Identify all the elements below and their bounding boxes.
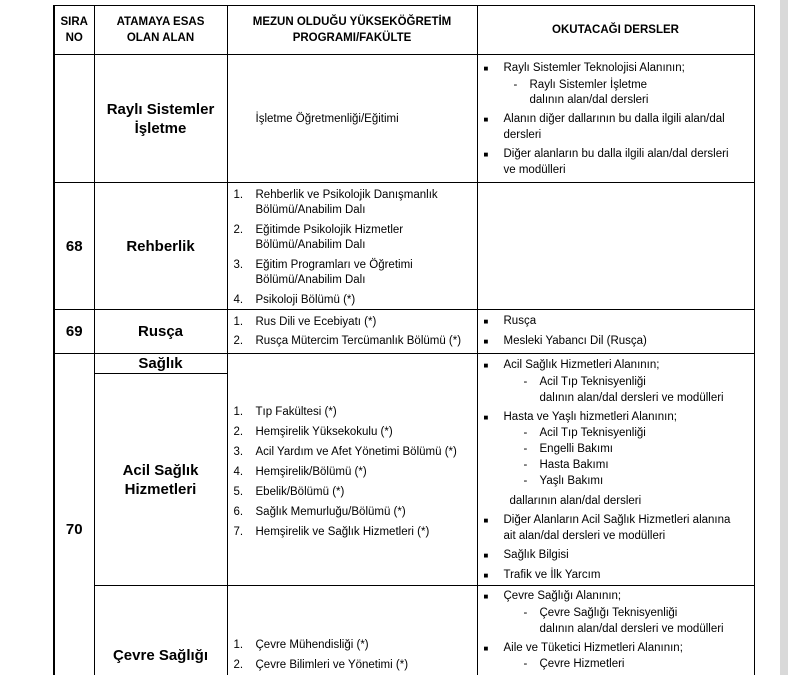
course-text: Rusça bbox=[503, 315, 537, 327]
item-number: 1. bbox=[233, 315, 244, 328]
bullet-icon: ■ bbox=[483, 64, 489, 73]
dash-icon: - bbox=[523, 606, 528, 619]
item-number: 6. bbox=[233, 506, 244, 518]
item-number: 3. bbox=[233, 259, 244, 271]
dash-icon: - bbox=[523, 375, 528, 388]
program-text: Psikoloji Bölümü (*) bbox=[255, 294, 356, 306]
header-field-line2: OLAN ALAN bbox=[126, 32, 195, 44]
dash-icon: - bbox=[523, 459, 528, 471]
header-no-text: NO bbox=[65, 32, 83, 44]
course-text: Diğer alanların bu dalla ilgili alan/dal dersleri bbox=[503, 148, 729, 160]
program-item bbox=[234, 525, 473, 540]
program-cell-rayli bbox=[227, 55, 477, 183]
course-text: Alanın diğer dallarının bu dalla ilgili alan/dal bbox=[503, 113, 725, 125]
courses-cell-rehberlik-empty bbox=[477, 183, 754, 310]
item-number: 2. bbox=[233, 426, 244, 438]
row-number-empty bbox=[54, 55, 94, 183]
bullet-icon: ■ bbox=[483, 551, 489, 560]
course-subitem: Engelli Bakımı bbox=[539, 443, 614, 455]
program-item bbox=[234, 465, 473, 480]
program-cell-cevre bbox=[227, 586, 477, 675]
course-subitem: Raylı Sistemler İşletme bbox=[529, 78, 648, 91]
course-subitem: Çevre Sağlığı Teknisyenliği bbox=[539, 606, 678, 619]
header-courses bbox=[477, 6, 754, 55]
field-cell-rayli bbox=[94, 55, 227, 183]
course-item bbox=[484, 147, 750, 178]
header-courses-text: OKUTACAĞI DERSLER bbox=[552, 24, 679, 36]
bullet-icon: ■ bbox=[483, 643, 489, 653]
header-field-line1: ATAMAYA ESAS bbox=[116, 16, 205, 28]
course-title: Aile ve Tüketici Hizmetleri Alanının; bbox=[503, 641, 683, 654]
program-text: Hemşirelik/Bölümü (*) bbox=[255, 466, 367, 478]
program-item bbox=[234, 425, 473, 440]
dash-icon: - bbox=[523, 427, 528, 439]
course-subitem: Çevre Hizmetleri bbox=[539, 658, 625, 670]
header-sira-text: SIRA bbox=[60, 16, 88, 28]
course-text: ait alan/dal dersleri ve modülleri bbox=[503, 529, 666, 542]
course-subitem: Acil Tıp Teknisyenliği bbox=[539, 427, 646, 439]
item-number: 1. bbox=[233, 639, 244, 651]
viewer-scrollbar-track[interactable] bbox=[780, 0, 788, 675]
field-acil-line2: Hizmetleri bbox=[124, 480, 197, 498]
field-rayli-line2: İşletme bbox=[134, 119, 187, 137]
header-field bbox=[94, 6, 227, 55]
program-item bbox=[234, 505, 473, 520]
item-number: 2. bbox=[233, 334, 244, 347]
bullet-icon: ■ bbox=[483, 570, 489, 580]
table-row-70-cevre bbox=[54, 586, 754, 675]
row-number-69: 69 bbox=[54, 310, 94, 354]
field-cell-rehberlik: Rehberlik bbox=[94, 183, 227, 310]
course-subitem: Yaşlı Bakımı bbox=[539, 475, 604, 487]
course-title: Raylı Sistemler Teknolojisi Alanının; bbox=[503, 62, 685, 74]
program-text: Eğitim Programları ve Öğretimi bbox=[255, 259, 413, 271]
program-item bbox=[234, 258, 473, 288]
program-item bbox=[234, 485, 473, 500]
field-cell-acil bbox=[94, 374, 227, 586]
assignment-table bbox=[53, 5, 755, 675]
table-row-68 bbox=[54, 183, 754, 310]
program-cell-rehberlik bbox=[227, 183, 477, 310]
program-text: Sağlık Memurluğu/Bölümü (*) bbox=[255, 506, 406, 518]
field-cell-rusca: Rusça bbox=[94, 310, 227, 354]
program-item bbox=[234, 293, 473, 308]
course-text: Sağlık Bilgisi bbox=[503, 549, 569, 561]
table-row-69 bbox=[54, 310, 754, 354]
bullet-icon: ■ bbox=[483, 336, 489, 346]
program-text: Çevre Bilimleri ve Yönetimi (*) bbox=[255, 659, 409, 671]
program-text: Tıp Fakültesi (*) bbox=[255, 406, 337, 418]
program-cell-acil bbox=[227, 354, 477, 586]
program-item bbox=[234, 405, 473, 420]
item-number: 4. bbox=[233, 466, 244, 478]
course-subitem: Hasta Bakımı bbox=[539, 459, 609, 471]
course-item bbox=[484, 513, 750, 544]
program-item bbox=[234, 315, 473, 330]
table-row-70-group bbox=[54, 354, 754, 374]
course-item bbox=[484, 410, 750, 510]
course-continuation: dalının alan/dal dersleri ve modülleri bbox=[539, 622, 724, 635]
field-rayli-line1: Raylı Sistemler bbox=[106, 100, 215, 118]
courses-cell-rayli bbox=[477, 55, 754, 183]
course-item bbox=[484, 641, 750, 673]
course-title: Acil Sağlık Hizmetleri Alanının; bbox=[503, 359, 660, 371]
program-text: Rehberlik ve Psikolojik Danışmanlık bbox=[255, 189, 438, 201]
program-item bbox=[234, 334, 473, 349]
course-text: ve modülleri bbox=[503, 163, 566, 176]
program-item bbox=[234, 188, 473, 218]
course-subitem: Acil Tıp Teknisyenliği bbox=[539, 375, 646, 388]
bullet-icon: ■ bbox=[483, 412, 489, 422]
program-item bbox=[234, 658, 473, 673]
bullet-icon: ■ bbox=[483, 361, 489, 370]
bullet-icon: ■ bbox=[483, 115, 489, 124]
program-rayli: İşletme Öğretmenliği/Eğitimi bbox=[255, 112, 399, 125]
course-text: Trafik ve İlk Yarcım bbox=[503, 568, 601, 581]
field-cell-cevre: Çevre Sağlığı bbox=[94, 586, 227, 675]
courses-cell-rusca bbox=[477, 310, 754, 354]
bullet-icon: ■ bbox=[483, 592, 489, 601]
item-number: 2. bbox=[233, 224, 244, 236]
program-text: Hemşirelik Yüksekokulu (*) bbox=[255, 426, 393, 438]
program-item bbox=[234, 445, 473, 460]
item-number: 1. bbox=[233, 189, 244, 201]
table-row-rayli bbox=[54, 55, 754, 183]
program-text: Bölümü/Anabilim Dalı bbox=[255, 204, 366, 216]
course-text: Diğer Alanların Acil Sağlık Hizmetleri alanına bbox=[503, 514, 731, 526]
course-continuation: dalının alan/dal dersleri bbox=[529, 93, 649, 106]
program-text: Bölümü/Anabilim Dalı bbox=[255, 239, 366, 251]
row-number-68: 68 bbox=[54, 183, 94, 310]
table-header-row bbox=[54, 6, 754, 55]
course-continuation: dalının alan/dal dersleri ve modülleri bbox=[539, 391, 724, 404]
row-number-70: 70 bbox=[54, 354, 94, 675]
header-sira-no bbox=[54, 6, 94, 55]
field-acil-line1: Acil Sağlık bbox=[122, 461, 199, 479]
header-program bbox=[227, 6, 477, 55]
group-cell-saglik: Sağlık bbox=[94, 354, 227, 374]
dash-icon: - bbox=[523, 475, 528, 487]
item-number: 1. bbox=[233, 406, 244, 418]
course-item bbox=[484, 358, 750, 406]
item-number: 3. bbox=[233, 446, 244, 458]
program-text: Ebelik/Bölümü (*) bbox=[255, 486, 345, 498]
course-text: Mesleki Yabancı Dil (Rusça) bbox=[503, 334, 647, 347]
program-item bbox=[234, 223, 473, 253]
dash-icon: - bbox=[523, 443, 528, 455]
course-item bbox=[484, 112, 750, 143]
course-item bbox=[484, 61, 750, 108]
course-title: Hasta ve Yaşlı hizmetleri Alanının; bbox=[503, 410, 677, 423]
item-number: 4. bbox=[233, 294, 244, 306]
item-number: 7. bbox=[233, 526, 244, 538]
course-continuation: dallarının alan/dal dersleri bbox=[509, 495, 642, 507]
bullet-icon: ■ bbox=[483, 516, 489, 525]
program-text: Rusça Mütercim Tercümanlık Bölümü (*) bbox=[255, 334, 462, 347]
course-title: Çevre Sağlığı Alanının; bbox=[503, 590, 622, 602]
bullet-icon: ■ bbox=[483, 150, 489, 159]
program-text: Acil Yardım ve Afet Yönetimi Bölümü (*) bbox=[255, 446, 457, 458]
program-text: Rus Dili ve Ecebiyatı (*) bbox=[255, 315, 377, 328]
program-text: Bölümü/Anabilim Dalı bbox=[255, 274, 366, 286]
program-cell-rusca bbox=[227, 310, 477, 354]
item-number: 5. bbox=[233, 486, 244, 498]
dash-icon: - bbox=[523, 658, 528, 670]
course-item bbox=[484, 314, 750, 330]
header-program-line1: MEZUN OLDUĞU YÜKSEKÖĞRETİM bbox=[252, 16, 452, 28]
courses-cell-cevre bbox=[477, 586, 754, 675]
course-text: dersleri bbox=[503, 128, 542, 141]
courses-cell-acil bbox=[477, 354, 754, 586]
course-item bbox=[484, 589, 750, 637]
course-item bbox=[484, 548, 750, 564]
dash-icon: - bbox=[513, 78, 518, 91]
program-text: Hemşirelik ve Sağlık Hizmetleri (*) bbox=[255, 526, 430, 538]
program-text: Çevre Mühendisliği (*) bbox=[255, 639, 369, 651]
course-item bbox=[484, 568, 750, 584]
header-program-line2: PROGRAMI/FAKÜLTE bbox=[292, 32, 412, 44]
bullet-icon: ■ bbox=[483, 317, 489, 326]
course-item bbox=[484, 334, 750, 350]
item-number: 2. bbox=[233, 659, 244, 671]
program-item bbox=[234, 638, 473, 653]
program-text: Eğitimde Psikolojik Hizmetler bbox=[255, 224, 404, 236]
